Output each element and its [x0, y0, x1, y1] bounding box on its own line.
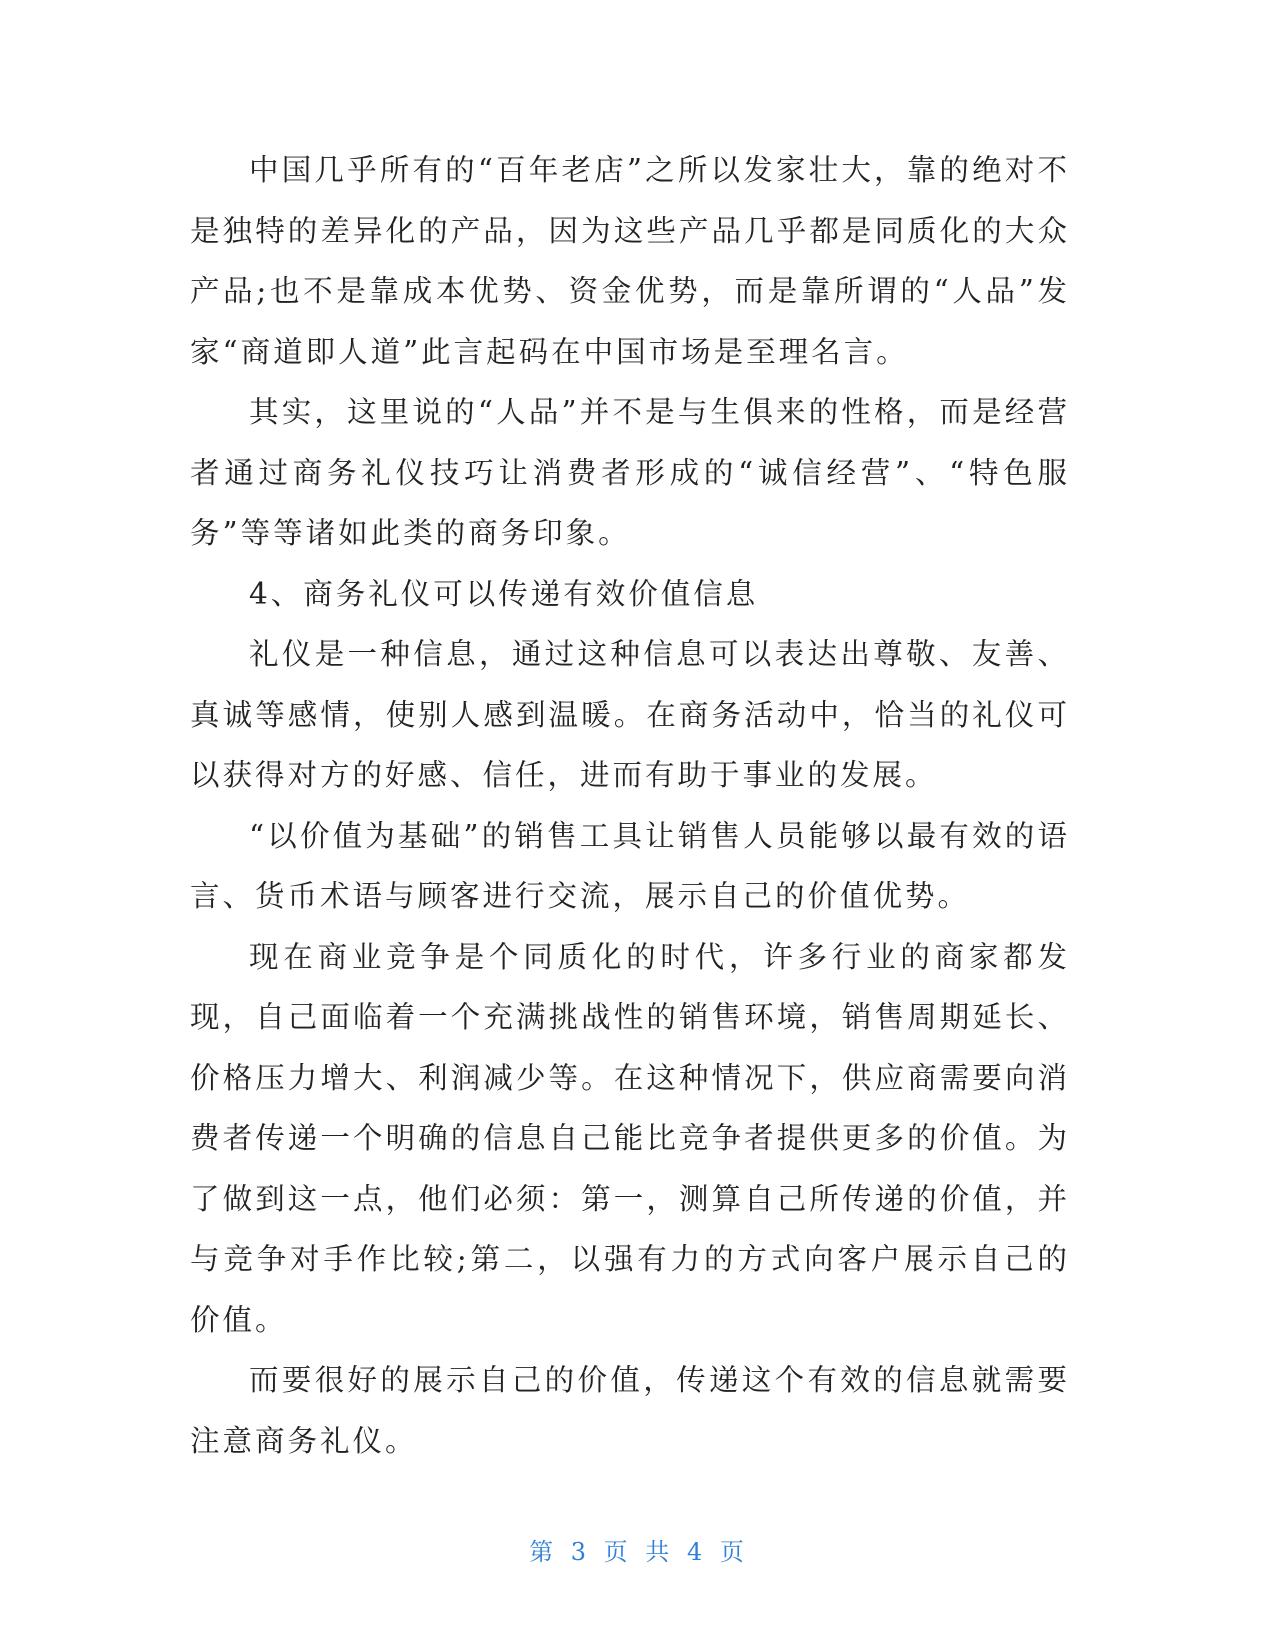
paragraph-3: 礼仪是一种信息，通过这种信息可以表达出尊敬、友善、真诚等感情，使别人感到温暖。在商务活动中，恰当的礼仪可以获得对方的好感、信任，进而有助于事业的发展。: [190, 637, 1070, 792]
document-body: [190, 140, 1070, 1471]
paragraph-2: 其实，这里说的“人品”并不是与生俱来的性格，而是经营者通过商务礼仪技巧让消费者形成的“诚信经营”、“特色服务”等等诸如此类的商务印象。: [190, 395, 1070, 550]
paragraph-6: 而要很好的展示自己的价值，传递这个有效的信息就需要注意商务礼仪。: [190, 1363, 1070, 1458]
paragraph-5: 现在商业竞争是个同质化的时代，许多行业的商家都发现，自己面临着一个充满挑战性的销售环境，销售周期延长、价格压力增大、利润减少等。在这种情况下，供应商需要向消费者传递一个明确的信息自己能比竞争者提供更多的价值。为了做到这一点，他们必须：第一，测算自己所传递的价值，并与竞争对手作比较;第二，以强有力的方式向客户展示自己的价值。: [190, 939, 1070, 1337]
paragraph-4: “以价值为基础”的销售工具让销售人员能够以最有效的语言、货币术语与顾客进行交流，展示自己的价值优势。: [190, 818, 1070, 913]
paragraph-1: 中国几乎所有的“百年老店”之所以发家壮大，靠的绝对不是独特的差异化的产品，因为这些产品几乎都是同质化的大众产品;也不是靠成本优势、资金优势，而是靠所谓的“人品”发家“商道即人道”此言起码在中国市场是至理名言。: [190, 153, 1070, 369]
section-heading-4: 4、商务礼仪可以传递有效价值信息: [249, 576, 759, 611]
page-number-footer: 第 3 页 共 4 页: [529, 1538, 746, 1566]
